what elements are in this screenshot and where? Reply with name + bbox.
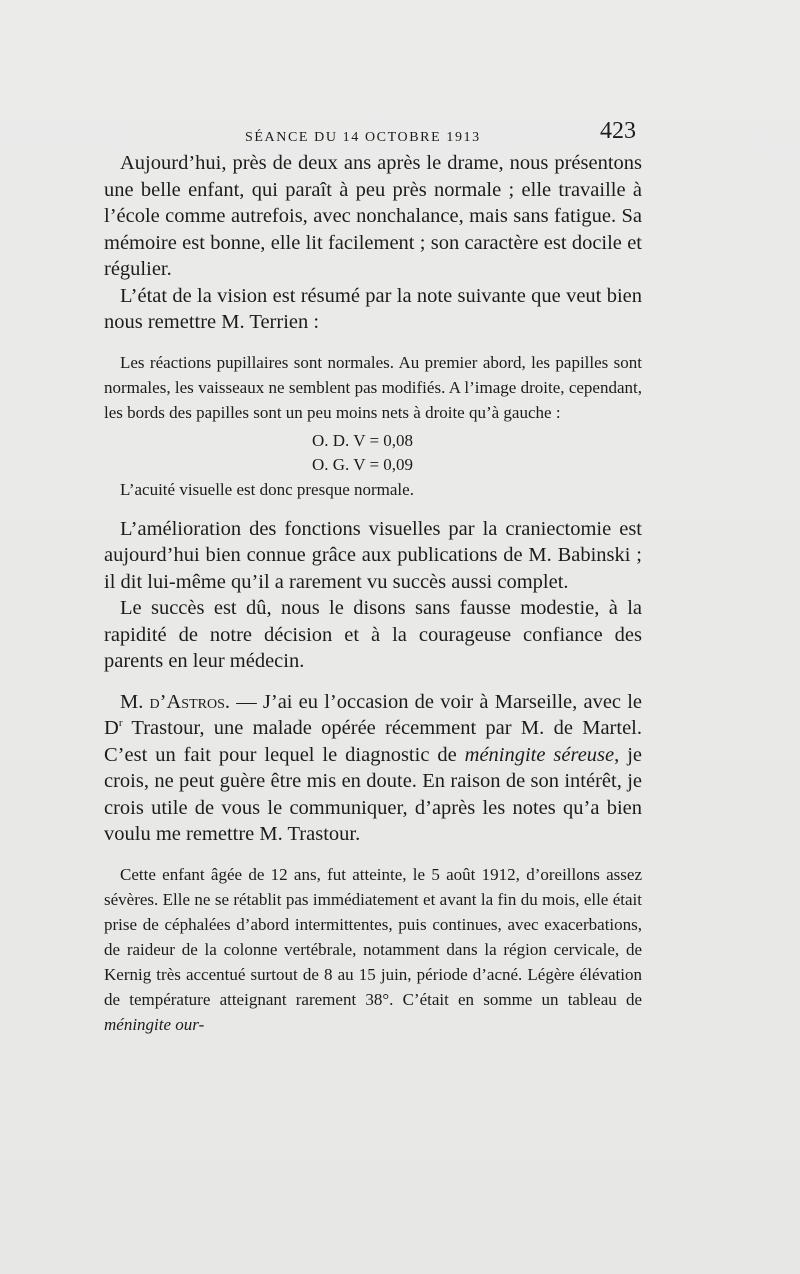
running-title: SÉANCE DU 14 OCTOBRE 1913 (245, 130, 481, 145)
paragraph-craniectomy: L’amélioration des fonctions visuelles par la craniectomie est aujourd’hui bien connue grâce aux publications de M. Babinski ; il dit lui-même qu’il a rarement vu succès aussi complet. (104, 517, 642, 593)
paragraph-vision-intro: L’état de la vision est résumé par la note suivante que veut bien nous remettre M. Terrien : (104, 284, 642, 333)
paragraph-astros (104, 689, 642, 848)
paragraph-success: Le succès est dû, nous le disons sans fausse modestie, à la rapidité de notre décision et à la courageuse confiance des parents en leur médecin. (104, 597, 642, 672)
astros-text-3: , je crois, ne peut guère être mis en doute. En raison de son intérêt, je crois utile de vous le communiquer, d’après les notes qu’a bien voulu me remettre M. Trastour. (104, 743, 642, 845)
case-text: Cette enfant âgée de 12 ans, fut atteinte, le 5 août 1912, d’oreillons assez sévères. Elle ne se rétablit pas immédiatement et avant la fin du mois, elle était prise de céphalées d’abord intermittentes, puis continues, avec exacerbations, de raideur de la colonne vertébrale, notamment dans la région cervicale, de Kernig très accentué surtout de 8 au 15 juin, période d’acné. Légère élévation de température atteignant rarement 38°. C’était en somme un tableau de (104, 864, 642, 1009)
astros-text-1: — J’ai eu l’occasion de voir à Marseille, avec le D (104, 690, 643, 739)
speaker-name: M. d’Astros. (120, 690, 230, 713)
diagnosis-term: méningite séreuse (464, 743, 615, 766)
case-term: méningite our- (104, 1014, 205, 1034)
case-report (104, 862, 642, 1037)
page-number: 423 (600, 118, 636, 144)
astros-text-2: Trastour, une malade opérée récemment par M. de Martel. C’est un fait pour lequel le diagnostic de (104, 717, 642, 766)
note-pupils: Les réactions pupillaires sont normales. Au premier abord, les papilles sont normales, les vaisseaux ne semblent pas modifiés. A l’image droite, cependant, les bords des papilles sont un peu moins nets à droite qu’à gauche : (104, 352, 642, 422)
page-header (0, 118, 800, 148)
body-text (104, 150, 642, 1037)
visual-acuity-right: O. D. V = 0,08 (312, 430, 414, 450)
visual-acuity-left: O. G. V = 0,09 (312, 454, 414, 474)
note-acuity: L’acuité visuelle est donc presque normale. (120, 479, 414, 499)
doctor-superscript: r (118, 717, 123, 730)
paragraph-recovery: Aujourd’hui, près de deux ans après le drame, nous présentons une belle enfant, qui paraît à peu près normale ; elle travaille à l’école comme autrefois, avec nonchalance, mais sans fatigue. Sa mémoire est bonne, elle lit facilement ; son caractère est docile et régulier. (104, 152, 642, 280)
